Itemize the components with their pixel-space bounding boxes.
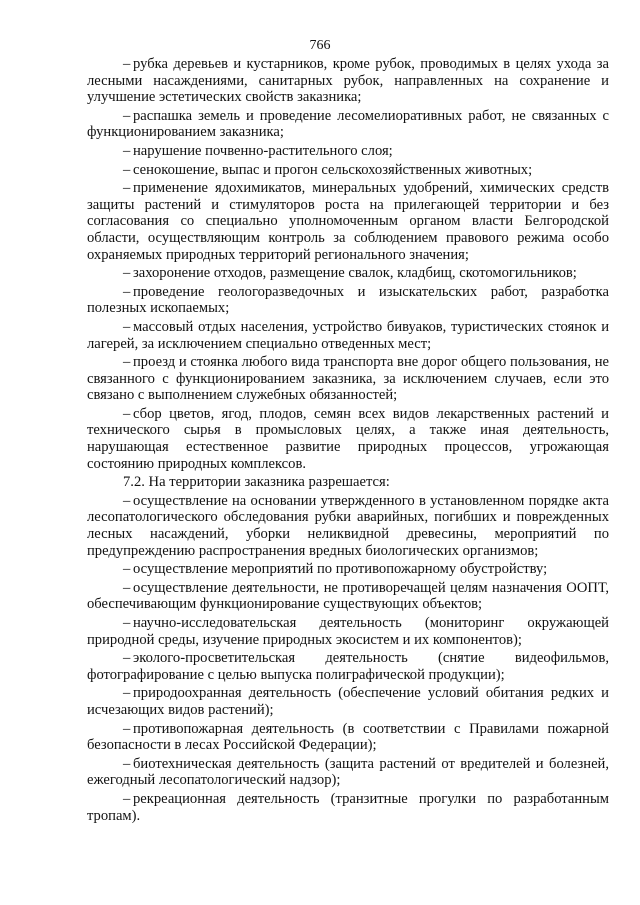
permitted-item-text: эколого-просветительская деятельность (снятие видеофильмов, фотографирование с целью выпуска полиграфической продукции);: [87, 650, 609, 683]
permitted-item: [87, 580, 609, 613]
list-dash: –: [123, 561, 131, 578]
list-dash: –: [123, 685, 131, 702]
prohibited-item: [87, 406, 609, 472]
prohibited-item: [87, 265, 609, 282]
document-body: [87, 56, 609, 826]
list-dash: –: [123, 755, 131, 772]
permitted-item: [87, 615, 609, 648]
list-dash: –: [123, 283, 131, 300]
prohibited-item-text: сенокошение, выпас и прогон сельскохозяйственных животных;: [133, 161, 533, 178]
permitted-item: [87, 561, 609, 578]
page-number: 766: [309, 38, 331, 53]
permitted-item-text: биотехническая деятельность (защита растений от вредителей и болезней, ежегодный лесопатологический надзор);: [87, 755, 609, 789]
list-dash: –: [123, 107, 131, 124]
permitted-item: [87, 650, 609, 683]
permitted-item-text: осуществление на основании утвержденного в установленном порядке акта лесопатологического обследования рубки аварийных, погибших и поврежденных лесных насаждений, уборки неликвидной древесины, мероприятий по предупреждению распространения вредных биологических организмов;: [87, 492, 609, 559]
prohibited-item: [87, 284, 609, 317]
prohibited-item: [87, 143, 609, 160]
prohibited-item-text: рубка деревьев и кустарников, кроме рубок, проводимых в целях ухода за лесными насаждениями, санитарных рубок, направленных на сохранение и улучшение эстетических свойств заказника;: [87, 56, 609, 106]
prohibited-item-text: сбор цветов, ягод, плодов, семян всех видов лекарственных растений и технического сырья в промысловых целях, а также иная деятельность, нарушающая естественное развитие природных процессов, угрожающая состоянию природных комплексов.: [87, 405, 609, 472]
list-dash: –: [123, 180, 131, 197]
permitted-item-text: рекреационная деятельность (транзитные прогулки по разработанным тропам).: [87, 790, 609, 824]
prohibited-item-text: нарушение почвенно-растительного слоя;: [133, 142, 393, 159]
prohibited-item: [87, 108, 609, 141]
list-dash: –: [123, 161, 131, 178]
list-dash: –: [123, 579, 131, 596]
prohibited-item: [87, 319, 609, 352]
list-dash: –: [123, 265, 131, 282]
permitted-item-text: научно-исследовательская деятельность (мониторинг окружающей природной среды, изучение природных экосистем и их компонентов);: [87, 615, 609, 648]
prohibited-item: [87, 56, 609, 106]
permitted-item-text: противопожарная деятельность (в соответствии с Правилами пожарной безопасности в лесах Российской Федерации);: [87, 720, 609, 754]
permitted-item-text: природоохранная деятельность (обеспечение условий обитания редких и исчезающих видов растений);: [87, 685, 609, 718]
prohibited-item: [87, 180, 609, 263]
list-dash: –: [123, 405, 131, 422]
list-dash: –: [123, 492, 131, 509]
prohibited-item-text: проезд и стоянка любого вида транспорта вне дорог общего пользования, не связанного с функционированием заказника, за исключением случаев, если это связано с выполнением служебных обязанностей;: [87, 354, 609, 404]
permitted-item: [87, 721, 609, 754]
prohibited-list: [87, 56, 609, 472]
permitted-item-text: осуществление мероприятий по противопожарному обустройству;: [133, 561, 548, 578]
prohibited-item-text: массовый отдых населения, устройство бивуаков, туристических стоянок и лагерей, за исключением специально отведенных мест;: [87, 318, 609, 352]
permitted-item: [87, 493, 609, 559]
permitted-item: [87, 685, 609, 718]
permitted-item: [87, 756, 609, 789]
prohibited-item: [87, 162, 609, 179]
permitted-list: [87, 493, 609, 824]
list-dash: –: [123, 615, 131, 631]
section-heading: 7.2. На территории заказника разрешается:: [123, 474, 390, 491]
prohibited-item-text: распашка земель и проведение лесомелиоративных работ, не связанных с функционированием заказника;: [87, 107, 609, 141]
list-dash: –: [123, 720, 131, 737]
prohibited-item-text: применение ядохимикатов, минеральных удобрений, химических средств защиты растений и стимуляторов роста на прилегающей территории и без согласования со специально уполномоченным органом власти Белгородской области, осуществляющим контроль за соблюдением правового режима особо охраняемых природных территорий регионального значения;: [87, 180, 609, 263]
permitted-item: [87, 791, 609, 824]
list-dash: –: [123, 142, 131, 159]
list-dash: –: [123, 790, 131, 807]
prohibited-item-text: захоронение отходов, размещение свалок, кладбищ, скотомогильников;: [133, 265, 577, 282]
prohibited-item-text: проведение геологоразведочных и изыскательских работ, разработка полезных ископаемых;: [87, 283, 609, 317]
list-dash: –: [123, 318, 131, 335]
list-dash: –: [123, 354, 131, 371]
permitted-item-text: осуществление деятельности, не противоречащей целям назначения ООПТ, обеспечивающим функционирование существующих объектов;: [87, 579, 609, 613]
list-dash: –: [123, 56, 131, 72]
list-dash: –: [123, 650, 131, 667]
prohibited-item: [87, 354, 609, 404]
